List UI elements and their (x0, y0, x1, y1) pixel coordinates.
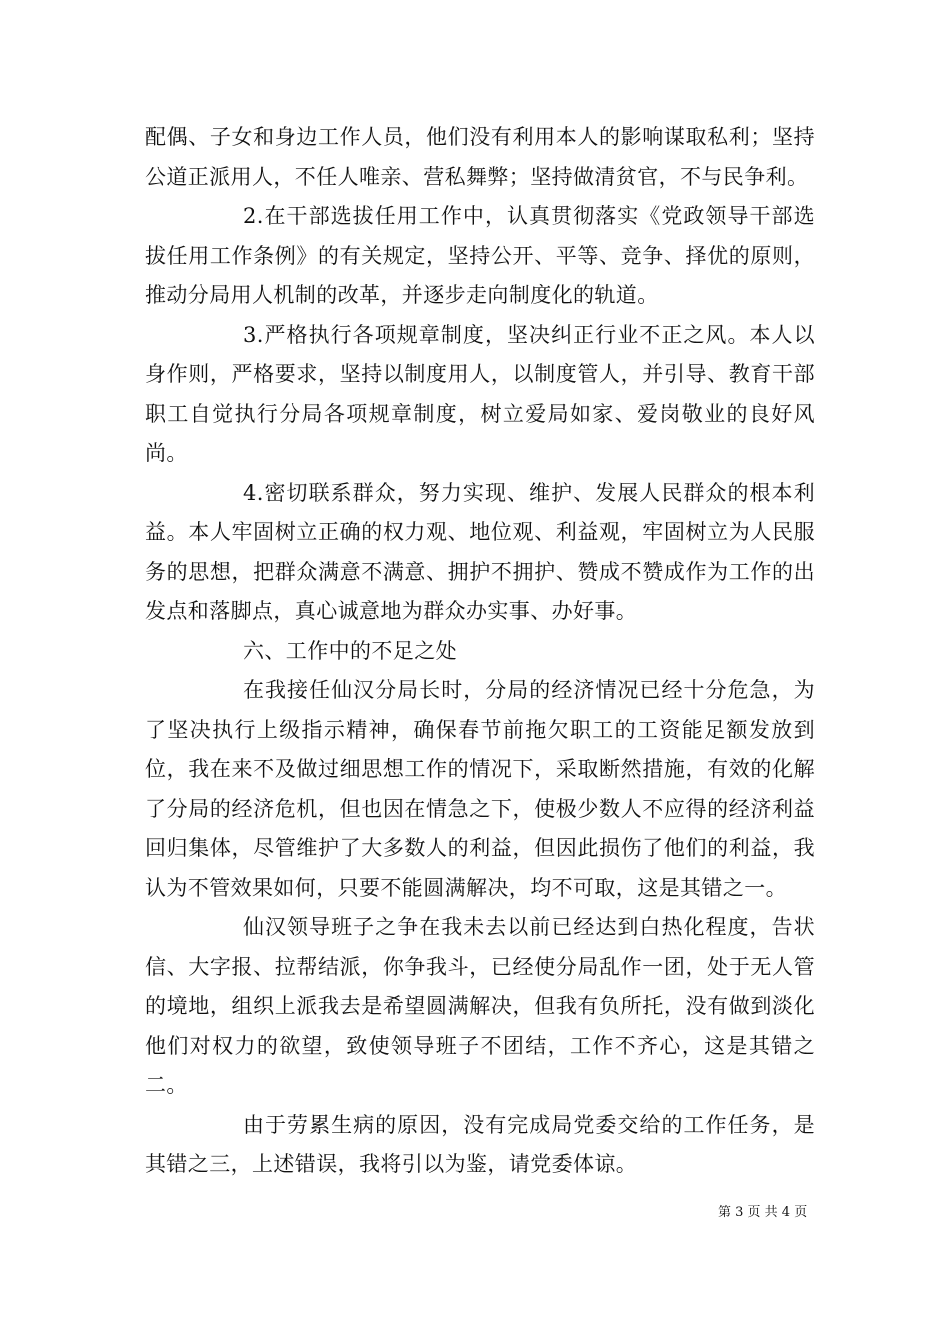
paragraph-error-one: 在我接任仙汉分局长时，分局的经济情况已经十分危急，为了坚决执行上级指示精神，确保春节前拖欠职工的工资能足额发放到位，我在来不及做过细思想工作的情况下，采取断然措施，有效的化解了分局的经济危机，但也因在情急之下，使极少数人不应得的经济利益回归集体，尽管维护了大多数人的利益，但因此损伤了他们的利益，我认为不管效果如何，只要不能圆满解决，均不可取，这是其错之一。 (145, 678, 815, 900)
paragraph-continuation: 配偶、子女和身边工作人员，他们没有利用本人的影响谋取私利；坚持公道正派用人，不任人唯亲、营私舞弊；坚持做清贫官，不与民争利。 (145, 125, 815, 189)
paragraph-error-two: 仙汉领导班子之争在我未去以前已经达到白热化程度，告状信、大字报、拉帮结派，你争我斗，已经使分局乱作一团，处于无人管的境地，组织上派我去是希望圆满解决，但我有负所托，没有做到淡化他们对权力的欲望，致使领导班子不团结，工作不齐心，这是其错之二。 (145, 915, 815, 1097)
paragraph-item-2: 2.在干部选拔任用工作中，认真贯彻落实《党政领导干部选拔任用工作条例》的有关规定，坚持公开、平等、竞争、择优的原则，推动分局用人机制的改革，并逐步走向制度化的轨道。 (145, 204, 815, 307)
document-body (145, 118, 815, 1185)
paragraph-item-4: 4.密切联系群众，努力实现、维护、发展人民群众的根本利益。本人牢固树立正确的权力观、地位观、利益观，牢固树立为人民服务的思想，把群众满意不满意、拥护不拥护、赞成不赞成作为工作的出发点和落脚点，真心诚意地为群众办实事、办好事。 (145, 480, 815, 623)
paragraph-item-3: 3.严格执行各项规章制度，坚决纠正行业不正之风。本人以身作则，严格要求，坚持以制度用人，以制度管人，并引导、教育干部职工自觉执行分局各项规章制度，树立爱局如家、爱岗敬业的良好风尚。 (145, 322, 815, 465)
section-heading-shortcomings: 六、工作中的不足之处 (243, 638, 457, 663)
page-number-footer: 第 3 页 共 4 页 (718, 1205, 808, 1220)
paragraph-error-three: 由于劳累生病的原因，没有完成局党委交给的工作任务，是其错之三，上述错误，我将引以为鉴，请党委体谅。 (145, 1112, 815, 1176)
